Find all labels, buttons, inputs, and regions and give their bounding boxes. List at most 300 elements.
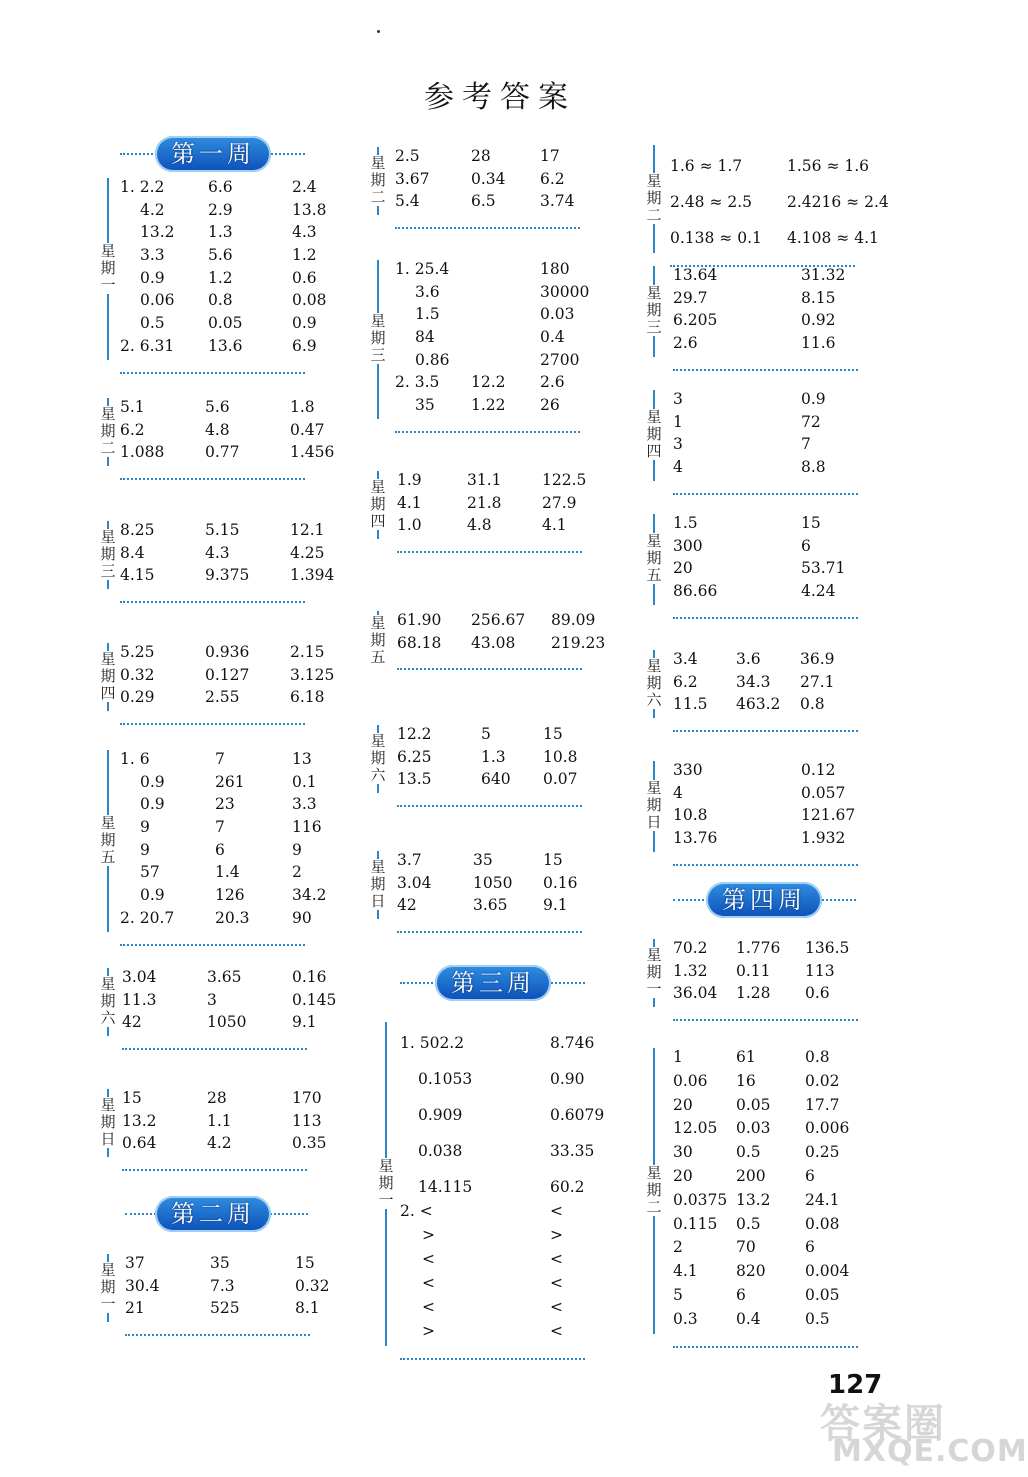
- answer-value: 0.11: [736, 961, 771, 980]
- answer-value: 0.32: [120, 665, 155, 684]
- answer-value: 12.2: [397, 725, 432, 743]
- day-label: 星期三: [646, 284, 662, 337]
- answer-value: 17: [540, 147, 560, 165]
- answer-value: 9.1: [292, 1013, 317, 1032]
- answer-value: 3.65: [473, 896, 508, 915]
- answer-value: 1. 502.2: [400, 1034, 465, 1052]
- page-number: 127: [828, 1370, 883, 1400]
- answer-value: 8.25: [120, 521, 155, 539]
- section-divider: [120, 372, 305, 374]
- answer-value: 1. 6: [120, 750, 150, 768]
- answer-value: 1.394: [290, 566, 335, 585]
- answer-value: 640: [481, 770, 511, 789]
- answer-value: 2.4: [292, 178, 317, 196]
- answer-value: 0.07: [543, 770, 578, 789]
- answer-value: 256.67: [471, 611, 526, 629]
- answer-value: 15: [543, 725, 563, 743]
- answer-value: 0.25: [805, 1143, 840, 1162]
- day-label: 星期五: [646, 532, 662, 585]
- answer-value: 28: [207, 1089, 227, 1107]
- answer-value: 3.74: [540, 192, 575, 211]
- answer-value: 4.1: [542, 516, 567, 535]
- answer-value: <: [550, 1298, 563, 1316]
- answer-value: 0.057: [801, 783, 846, 802]
- answer-value: 180: [540, 260, 570, 278]
- answer-value: >: [422, 1322, 435, 1340]
- day-label: 星期一: [646, 946, 662, 999]
- answer-value: 1.6 ≈ 1.7: [670, 157, 743, 175]
- answer-value: 3.4: [673, 650, 698, 668]
- answer-value: 3.7: [397, 851, 422, 869]
- section-divider: [122, 1169, 307, 1171]
- answer-value: 11.5: [673, 695, 708, 714]
- day-label: 星期六: [370, 732, 386, 785]
- answer-value: <: [422, 1274, 435, 1292]
- week-badge-label: 第四周: [722, 886, 806, 914]
- section-divider: [125, 1334, 310, 1336]
- answer-value: 2.15: [290, 643, 325, 661]
- answer-value: 36.9: [800, 650, 835, 668]
- answer-value: 5.6: [205, 398, 230, 416]
- answer-value: <: [422, 1250, 435, 1268]
- section-divider: [122, 1048, 307, 1050]
- answer-value: 1.932: [801, 829, 846, 848]
- answer-value: 13.2: [736, 1190, 771, 1209]
- answer-value: 43.08: [471, 633, 516, 652]
- section-divider: [673, 493, 858, 495]
- answer-value: 1.3: [208, 223, 233, 242]
- answer-value: 0.909: [418, 1106, 463, 1124]
- answer-value: 0.5: [140, 314, 165, 333]
- answer-value: 24.1: [805, 1190, 840, 1209]
- section-divider: [120, 601, 305, 603]
- answer-value: 4: [673, 783, 683, 802]
- answer-value: 126: [215, 886, 245, 905]
- answer-value: 15: [801, 514, 821, 532]
- answer-value: 0.03: [540, 305, 575, 324]
- answer-value: 0.9: [140, 795, 165, 814]
- answer-value: 2: [673, 1238, 683, 1257]
- answer-value: 53.71: [801, 559, 846, 578]
- answer-value: 4.3: [205, 543, 230, 562]
- answer-value: 3.6: [736, 650, 761, 668]
- answer-value: 6.18: [290, 688, 325, 707]
- answer-value: 16: [736, 1071, 756, 1090]
- watermark-top: 答案圈: [820, 1401, 946, 1447]
- answer-value: 1.4: [215, 863, 240, 882]
- answer-value: 35: [473, 851, 493, 869]
- answer-value: 9: [140, 840, 150, 859]
- answer-value: 1. 25.4: [395, 260, 450, 278]
- answer-value: 0.9: [140, 772, 165, 791]
- answer-value: 0.8: [800, 695, 825, 714]
- answer-value: 13.2: [140, 223, 175, 242]
- answer-value: 0.5: [736, 1214, 761, 1233]
- week-badge-label: 第一周: [171, 140, 255, 168]
- answer-value: 31.1: [467, 471, 502, 489]
- day-label: 星期五: [370, 614, 386, 666]
- day-label: 星期四: [646, 408, 662, 461]
- answer-value: 10.8: [673, 806, 708, 825]
- day-label: 星期二: [646, 1163, 662, 1216]
- answer-value: 6: [801, 536, 811, 555]
- answer-value: 61: [736, 1048, 756, 1066]
- answer-value: 10.8: [543, 747, 578, 766]
- answer-value: <: [550, 1202, 563, 1220]
- answer-value: 2.6: [540, 373, 565, 392]
- answer-value: 61.90: [397, 611, 442, 629]
- answer-value: 0.9: [140, 886, 165, 905]
- answer-value: 20: [673, 1166, 693, 1185]
- answer-value: 20: [673, 1095, 693, 1114]
- answer-value: 3: [207, 990, 217, 1009]
- answer-value: >: [422, 1226, 435, 1244]
- answer-value: 31.32: [801, 266, 846, 284]
- answer-value: 1.5: [673, 514, 698, 532]
- answer-value: 3.65: [207, 968, 242, 986]
- answer-value: 2. 3.5: [395, 373, 440, 392]
- answer-value: 5.1: [120, 398, 145, 416]
- answer-value: <: [422, 1298, 435, 1316]
- answer-value: 4.3: [292, 223, 317, 242]
- answer-value: 11.3: [122, 990, 157, 1009]
- answer-value: 2.55: [205, 688, 240, 707]
- answer-value: 5: [673, 1285, 683, 1304]
- answer-value: 2.48 ≈ 2.5: [670, 193, 753, 211]
- answer-value: 2: [292, 863, 302, 882]
- answer-value: 170: [292, 1089, 322, 1107]
- section-divider: [397, 668, 582, 670]
- answer-value: 300: [673, 536, 703, 555]
- section-divider: [673, 369, 858, 371]
- answer-value: 0.16: [543, 873, 578, 892]
- answer-value: 15: [543, 851, 563, 869]
- answer-value: 90: [292, 908, 312, 927]
- day-label: 星期五: [100, 813, 116, 866]
- answer-value: 8.1: [295, 1299, 320, 1318]
- answer-value: 4: [673, 458, 683, 477]
- answer-value: 3.67: [395, 169, 430, 188]
- answer-value: 27.9: [542, 493, 577, 512]
- answer-value: 13.6: [208, 336, 243, 355]
- answer-value: 27.1: [800, 672, 835, 691]
- answer-value: 5.25: [120, 643, 155, 661]
- answer-value: 1.9: [397, 471, 422, 489]
- answer-value: 4.1: [397, 493, 422, 512]
- section-divider: [397, 551, 582, 553]
- day-label: 星期一: [378, 1157, 394, 1209]
- answer-value: 1.22: [471, 396, 506, 415]
- answer-value: 0.32: [295, 1276, 330, 1295]
- answer-value: 116: [292, 818, 322, 837]
- answer-value: 3.04: [397, 873, 432, 892]
- section-divider: [120, 478, 305, 480]
- day-label: 星期二: [646, 172, 662, 224]
- answer-value: 6: [215, 840, 225, 859]
- answer-value: 0.77: [205, 443, 240, 462]
- answer-value: 0.06: [673, 1071, 708, 1090]
- answer-value: 0.34: [471, 169, 506, 188]
- answer-value: 13.2: [122, 1111, 157, 1130]
- answer-value: 2.4216 ≈ 2.4: [787, 193, 889, 211]
- answer-value: 0.038: [418, 1142, 463, 1160]
- answer-value: 14.115: [418, 1178, 473, 1196]
- week-badge-w4: [706, 882, 822, 918]
- answer-value: 30.4: [125, 1276, 160, 1295]
- section-divider: [397, 805, 582, 807]
- day-label: 星期三: [370, 312, 386, 365]
- answer-value: 0.29: [120, 688, 155, 707]
- answer-value: 8.746: [550, 1034, 595, 1052]
- answer-value: 21.8: [467, 493, 502, 512]
- answer-value: 86.66: [673, 582, 718, 601]
- answer-value: 42: [397, 896, 417, 915]
- answer-value: 15: [295, 1254, 315, 1272]
- answer-value: 5: [481, 725, 491, 743]
- answer-value: 0.145: [292, 990, 337, 1009]
- answer-value: 13.5: [397, 770, 432, 789]
- answer-value: 0.0375: [673, 1190, 728, 1209]
- answer-value: 1.5: [415, 305, 440, 324]
- answer-value: 1.0: [397, 516, 422, 535]
- answer-value: 0.138 ≈ 0.1: [670, 229, 762, 247]
- day-label: 星期一: [100, 241, 116, 294]
- answer-value: 2.9: [208, 200, 233, 219]
- answer-value: 0.16: [292, 968, 327, 986]
- section-divider: [673, 730, 858, 732]
- day-label: 星期二: [370, 154, 386, 207]
- answer-value: 1.2: [292, 246, 317, 265]
- answer-value: 121.67: [801, 806, 856, 825]
- answer-value: 6: [805, 1238, 815, 1257]
- answer-value: 463.2: [736, 695, 781, 714]
- answer-value: 330: [673, 761, 703, 779]
- answer-value: 113: [805, 961, 835, 980]
- answer-value: 261: [215, 772, 245, 791]
- week-badge-w2: [155, 1196, 271, 1232]
- answer-value: 13.64: [673, 266, 718, 284]
- answer-value: 42: [122, 1013, 142, 1032]
- answer-value: 1.8: [290, 398, 315, 416]
- answer-value: 6.9: [292, 336, 317, 355]
- answer-value: 820: [736, 1262, 766, 1281]
- answer-value: 4.1: [673, 1262, 698, 1281]
- answer-value: 84: [415, 328, 435, 347]
- answer-value: 15: [122, 1089, 142, 1107]
- answer-value: 1. 2.2: [120, 178, 165, 196]
- answer-value: 20.3: [215, 908, 250, 927]
- answer-value: 0.006: [805, 1119, 850, 1138]
- answer-value: 2. 20.7: [120, 908, 175, 927]
- answer-value: 1.56 ≈ 1.6: [787, 157, 870, 175]
- answer-value: 0.3: [673, 1309, 698, 1328]
- answer-value: 6.6: [208, 178, 233, 196]
- answer-value: 0.004: [805, 1262, 850, 1281]
- answer-value: 0.08: [805, 1214, 840, 1233]
- answer-value: 8.15: [801, 288, 836, 307]
- answer-value: 1.088: [120, 443, 165, 462]
- page-title: 参考答案: [424, 80, 576, 115]
- answer-value: 1.32: [673, 961, 708, 980]
- answer-value: 0.64: [122, 1134, 157, 1153]
- answer-value: 3.125: [290, 665, 335, 684]
- answer-value: 0.9: [140, 268, 165, 287]
- answer-value: 4.15: [120, 566, 155, 585]
- answer-value: 35: [210, 1254, 230, 1272]
- answer-value: 1.2: [208, 268, 233, 287]
- day-label: 星期日: [370, 858, 386, 911]
- answer-value: 0.47: [290, 420, 325, 439]
- answer-value: 0.1053: [418, 1070, 473, 1088]
- day-label: 星期六: [100, 975, 116, 1028]
- answer-value: 6: [805, 1166, 815, 1185]
- answer-value: 0.9: [292, 314, 317, 333]
- answer-value: <: [550, 1250, 563, 1268]
- answer-value: 13: [292, 750, 312, 768]
- answer-value: 28: [471, 147, 491, 165]
- week-badge-label: 第三周: [451, 969, 535, 997]
- answer-value: 4.108 ≈ 4.1: [787, 229, 879, 247]
- answer-value: 34.2: [292, 886, 327, 905]
- answer-value: 0.936: [205, 643, 250, 661]
- answer-value: 0.03: [736, 1119, 771, 1138]
- answer-value: <: [550, 1274, 563, 1292]
- answer-value: 4.25: [290, 543, 325, 562]
- answer-value: 35: [415, 396, 435, 415]
- answer-value: 4.24: [801, 582, 836, 601]
- answer-value: 5.4: [395, 192, 420, 211]
- section-divider: [673, 864, 858, 866]
- answer-value: 3.3: [292, 795, 317, 814]
- answer-value: 7: [801, 435, 811, 454]
- answer-value: 12.1: [290, 521, 325, 539]
- answer-value: 6.2: [120, 420, 145, 439]
- answer-value: 2.5: [395, 147, 420, 165]
- day-label: 星期四: [100, 650, 116, 703]
- answer-value: 36.04: [673, 984, 718, 1003]
- answer-value: 0.5: [805, 1309, 830, 1328]
- answer-value: 4.8: [467, 516, 492, 535]
- answer-value: 3: [673, 435, 683, 454]
- answer-value: 1050: [473, 873, 513, 892]
- answer-value: 0.05: [736, 1095, 771, 1114]
- print-dot: [377, 30, 380, 33]
- answer-value: 1.28: [736, 984, 771, 1003]
- answer-value: 7: [215, 818, 225, 837]
- answer-value: 11.6: [801, 334, 836, 353]
- week-badge-w3: [435, 965, 551, 1001]
- answer-value: <: [550, 1322, 563, 1340]
- answer-value: 0.92: [801, 311, 836, 330]
- section-divider: [673, 617, 858, 619]
- section-divider: [400, 1358, 585, 1360]
- answer-value: 3.3: [140, 246, 165, 265]
- answer-value: 2700: [540, 350, 580, 369]
- answer-value: 7: [215, 750, 225, 768]
- answer-value: 37: [125, 1254, 145, 1272]
- answer-value: 70.2: [673, 939, 708, 957]
- answer-value: 34.3: [736, 672, 771, 691]
- answer-value: 68.18: [397, 633, 442, 652]
- answer-value: 0.05: [805, 1285, 840, 1304]
- answer-value: 13.76: [673, 829, 718, 848]
- answer-value: 3.04: [122, 968, 157, 986]
- answer-value: 9: [140, 818, 150, 837]
- section-divider: [395, 227, 580, 229]
- day-label: 星期一: [100, 1261, 116, 1314]
- answer-value: 21: [125, 1299, 145, 1318]
- answer-value: 6.25: [397, 747, 432, 766]
- answer-value: 9.375: [205, 566, 250, 585]
- section-divider: [673, 1346, 858, 1348]
- answer-value: 29.7: [673, 288, 708, 307]
- answer-value: 3.6: [415, 282, 440, 301]
- answer-value: 0.12: [801, 761, 836, 779]
- answer-value: 0.86: [415, 350, 450, 369]
- day-label: 星期四: [370, 478, 386, 531]
- answer-value: 7.3: [210, 1276, 235, 1295]
- answer-value: 8.8: [801, 458, 826, 477]
- answer-value: 219.23: [551, 633, 606, 652]
- answer-value: 60.2: [550, 1178, 585, 1196]
- answer-value: 1: [673, 412, 683, 431]
- answer-value: 30: [673, 1143, 693, 1162]
- answer-value: 12.2: [471, 373, 506, 392]
- answer-value: 0.6: [805, 984, 830, 1003]
- answer-value: 113: [292, 1111, 322, 1130]
- week-badge-label: 第二周: [171, 1200, 255, 1228]
- answer-value: 2. 6.31: [120, 336, 175, 355]
- answer-value: 9.1: [543, 896, 568, 915]
- day-label: 星期三: [100, 528, 116, 581]
- answer-value: 0.4: [540, 328, 565, 347]
- answer-value: 6.2: [673, 672, 698, 691]
- answer-value: 1.1: [207, 1111, 232, 1130]
- answer-value: 0.1: [292, 772, 317, 791]
- answer-value: 13.8: [292, 200, 327, 219]
- answer-value: 0.127: [205, 665, 250, 684]
- answer-value: 0.08: [292, 291, 327, 310]
- section-divider: [395, 431, 580, 433]
- week-badge-w1: [155, 136, 271, 172]
- answer-value: 4.2: [140, 200, 165, 219]
- answer-value: 0.06: [140, 291, 175, 310]
- answer-value: 0.4: [736, 1309, 761, 1328]
- answer-value: 0.8: [208, 291, 233, 310]
- answer-value: 5.6: [208, 246, 233, 265]
- answer-value: 525: [210, 1299, 240, 1318]
- answer-value: 122.5: [542, 471, 587, 489]
- answer-value: 33.35: [550, 1142, 595, 1160]
- answer-value: 2.6: [673, 334, 698, 353]
- answer-value: 6: [736, 1285, 746, 1304]
- answer-value: 0.9: [801, 390, 826, 408]
- day-label: 星期日: [100, 1096, 116, 1149]
- answer-value: 89.09: [551, 611, 596, 629]
- answer-value: 0.90: [550, 1070, 585, 1088]
- answer-value: 6.5: [471, 192, 496, 211]
- answer-value: 3: [673, 390, 683, 408]
- answer-value: 2. <: [400, 1202, 433, 1220]
- answer-value: 20: [673, 559, 693, 578]
- answer-value: 17.7: [805, 1095, 840, 1114]
- answer-value: 1: [673, 1048, 683, 1066]
- answer-value: 72: [801, 412, 821, 431]
- answer-value: 70: [736, 1238, 756, 1257]
- answer-value: 12.05: [673, 1119, 718, 1138]
- answer-value: 200: [736, 1166, 766, 1185]
- answer-value: 0.6: [292, 268, 317, 287]
